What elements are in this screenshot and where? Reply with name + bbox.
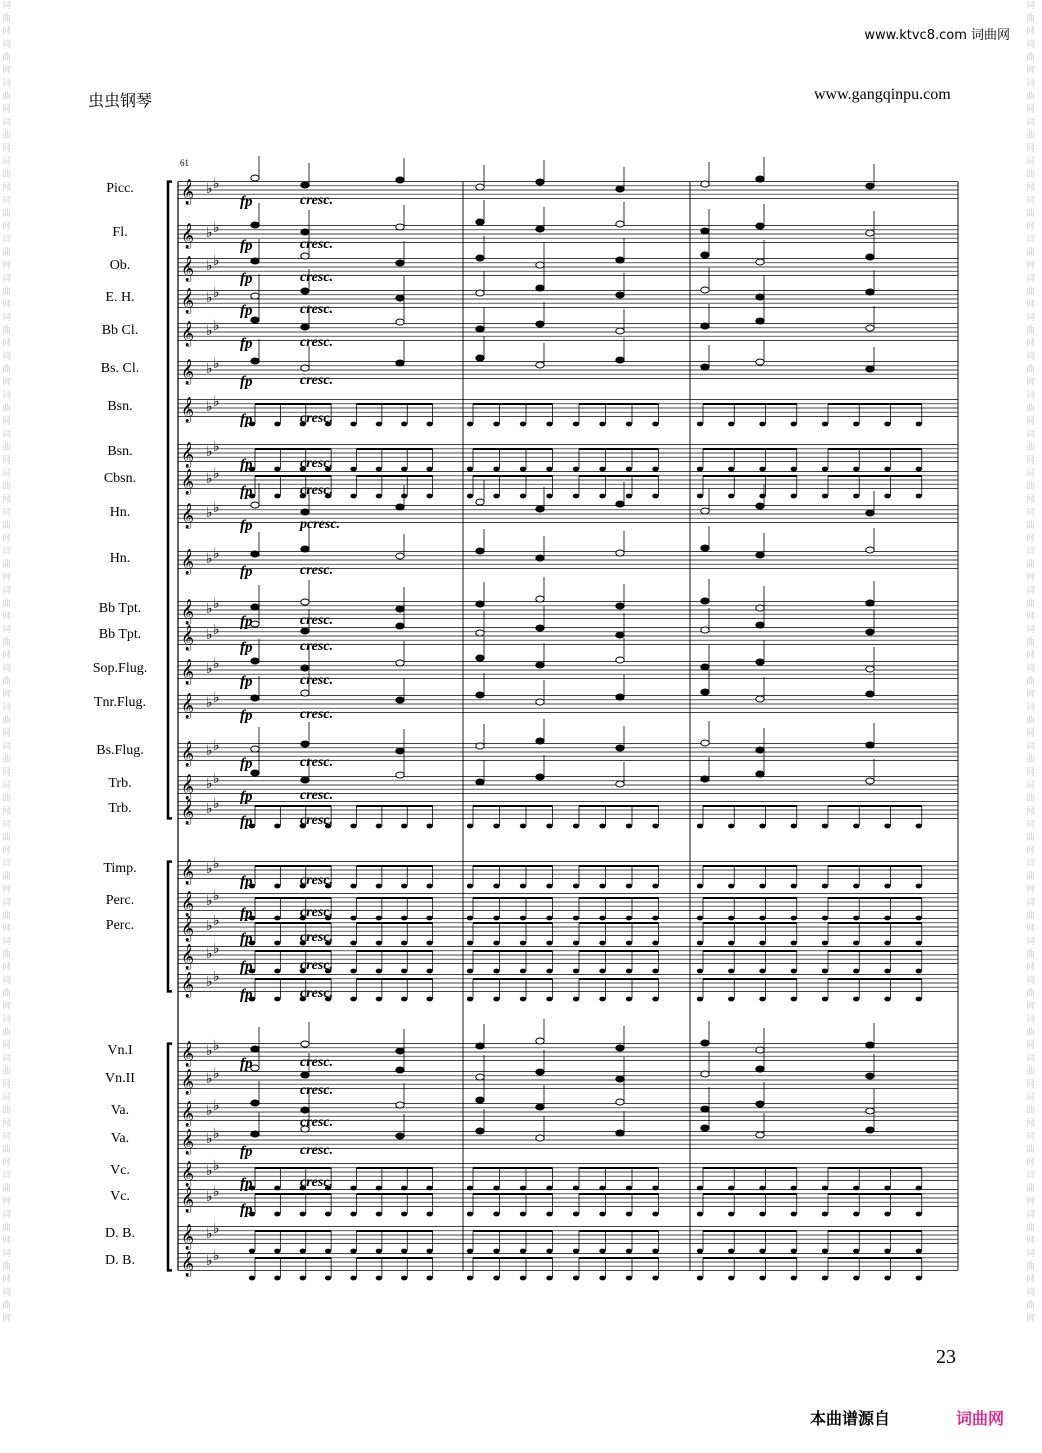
- dynamic-fp: fp: [240, 374, 253, 390]
- instrument-label: Vn.I: [107, 1043, 133, 1058]
- staff: [178, 220, 958, 248]
- dynamic-cresc: cresc.: [300, 788, 334, 803]
- dynamic-cresc: cresc.: [300, 613, 334, 628]
- flat-icon: ♭: [213, 796, 220, 812]
- flat-icon: ♭: [206, 946, 213, 962]
- flat-icon: ♭: [213, 656, 220, 672]
- instrument-label: Trb.: [108, 776, 132, 791]
- dynamic-fp: fp: [240, 336, 253, 352]
- flat-icon: ♭: [206, 551, 213, 567]
- dynamic-cresc: cresc.: [300, 1055, 334, 1070]
- instrument-label: Bb Tpt.: [98, 627, 142, 642]
- staff: [178, 913, 958, 941]
- dynamic-fp: fp: [240, 194, 253, 210]
- dynamic-cresc: cresc.: [300, 270, 334, 285]
- flat-icon: ♭: [213, 888, 220, 904]
- flat-icon: ♭: [213, 1038, 220, 1054]
- dynamic-fp: fp: [240, 484, 253, 500]
- staff: [178, 466, 958, 494]
- flat-icon: ♭: [206, 1226, 213, 1242]
- dynamic-fp: fp: [240, 987, 253, 1003]
- instrument-label: Bs. Cl.: [100, 361, 140, 376]
- staff: [178, 941, 958, 969]
- instrument-label: Perc.: [105, 893, 135, 908]
- clef-icon: 𝄞: [181, 223, 195, 249]
- dynamic-fp: fp: [240, 640, 253, 656]
- dynamic-cresc: cresc.: [300, 986, 334, 1001]
- flat-icon: ♭: [213, 253, 220, 269]
- measure-number: 61: [180, 158, 189, 168]
- instrument-label: Fl.: [112, 225, 128, 240]
- flat-icon: ♭: [206, 974, 213, 990]
- flat-icon: ♭: [206, 444, 213, 460]
- instrument-label: Vc.: [110, 1163, 130, 1178]
- dynamic-cresc: cresc.: [300, 958, 334, 973]
- staff: [178, 1248, 958, 1276]
- dynamic-cresc: cresc.: [300, 302, 334, 317]
- instrument-label: Va.: [110, 1103, 130, 1118]
- staff: [178, 596, 958, 624]
- clef-icon: 𝄞: [181, 891, 195, 917]
- flat-icon: ♭: [213, 941, 220, 957]
- staff: [178, 1158, 958, 1186]
- dynamic-cresc: cresc.: [300, 1143, 334, 1158]
- dynamic-fp: fp: [240, 674, 253, 690]
- dynamic-cresc: cresc.: [300, 707, 334, 722]
- instrument-label: Bs.Flug.: [96, 743, 144, 758]
- dynamic-fp: fp: [240, 457, 253, 473]
- flat-icon: ♭: [213, 500, 220, 516]
- source-url: www.gangqinpu.com: [814, 86, 951, 103]
- dynamic-fp: fp: [240, 756, 253, 772]
- flat-icon: ♭: [213, 1184, 220, 1200]
- clef-icon: 𝄞: [181, 288, 195, 314]
- dynamic-cresc: cresc.: [300, 673, 334, 688]
- staff-lines: [178, 176, 958, 1276]
- dynamic-cresc: cresc.: [300, 1175, 334, 1190]
- staff: [178, 690, 958, 718]
- clef-icon: 𝄞: [181, 916, 195, 942]
- staff: [178, 285, 958, 313]
- instrument-label: Hn.: [109, 551, 131, 566]
- flat-icon: ♭: [213, 596, 220, 612]
- dynamic-cresc: cresc.: [300, 237, 334, 252]
- staff: [178, 1098, 958, 1126]
- instrument-label: Cbsn.: [103, 471, 137, 486]
- clef-icon: 𝄞: [181, 1224, 195, 1250]
- flat-icon: ♭: [213, 856, 220, 872]
- flat-icon: ♭: [206, 1071, 213, 1087]
- clef-icon: 𝄞: [181, 599, 195, 625]
- staff: [178, 356, 958, 384]
- clef-icon: 𝄞: [181, 741, 195, 767]
- instrument-label: D. B.: [105, 1253, 135, 1268]
- clef-icon: 𝄞: [181, 693, 195, 719]
- instrument-label: Vc.: [110, 1189, 130, 1204]
- flat-icon: ♭: [213, 969, 220, 985]
- dynamic-fp: fp: [240, 814, 253, 830]
- flat-icon: ♭: [206, 225, 213, 241]
- dynamic-cresc: cresc.: [300, 873, 334, 888]
- dynamic-fp: fp: [240, 1056, 253, 1072]
- dynamic-fp: fp: [240, 564, 253, 580]
- dynamic-cresc: cresc.: [300, 456, 334, 471]
- flat-icon: ♭: [206, 1103, 213, 1119]
- clef-icon: 𝄞: [181, 1161, 195, 1187]
- flat-icon: ♭: [206, 1131, 213, 1147]
- dynamic-cresc: cresc.: [300, 563, 334, 578]
- flat-icon: ♭: [206, 743, 213, 759]
- flat-icon: ♭: [206, 471, 213, 487]
- dynamic-cresc: cresc.: [300, 411, 334, 426]
- flat-icon: ♭: [206, 1163, 213, 1179]
- clef-icon: 𝄞: [181, 659, 195, 685]
- clef-icon: 𝄞: [181, 1187, 195, 1213]
- instrument-label: Bsn.: [107, 399, 133, 414]
- dynamic-cresc: cresc.: [300, 1115, 334, 1130]
- clef-icon: 𝄞: [181, 1129, 195, 1155]
- flat-icon: ♭: [213, 356, 220, 372]
- source-label: 本曲谱源自: [810, 1409, 891, 1428]
- flat-icon: ♭: [206, 627, 213, 643]
- instrument-label: E. H.: [105, 290, 135, 305]
- clef-icon: 𝄞: [181, 1069, 195, 1095]
- flat-icon: ♭: [206, 505, 213, 521]
- staff: [178, 1038, 958, 1066]
- clef-icon: 𝄞: [181, 359, 195, 385]
- instrument-label: D. B.: [105, 1226, 135, 1241]
- clef-icon: 𝄞: [181, 1041, 195, 1067]
- flat-icon: ♭: [213, 285, 220, 301]
- dynamic-cresc: cresc.: [300, 639, 334, 654]
- dynamics-markings: [240, 193, 340, 1218]
- flat-icon: ♭: [213, 913, 220, 929]
- flat-icon: ♭: [213, 1126, 220, 1142]
- bracket: [168, 182, 172, 819]
- dynamic-fp: fp: [240, 1202, 253, 1218]
- flat-icon: ♭: [206, 661, 213, 677]
- flat-icon: ♭: [206, 801, 213, 817]
- clef-icon: 𝄞: [181, 179, 195, 205]
- dynamic-fp: fp: [240, 518, 253, 534]
- clef-icon: 𝄞: [181, 321, 195, 347]
- staff: [178, 738, 958, 766]
- page-number: 23: [936, 1346, 956, 1368]
- clef-icon: 𝄞: [181, 625, 195, 651]
- dynamic-cresc: cresc.: [300, 1083, 334, 1098]
- staff: [178, 546, 958, 574]
- dynamic-cresc: cresc.: [300, 373, 334, 388]
- flat-icon: ♭: [213, 176, 220, 192]
- flat-icon: ♭: [206, 893, 213, 909]
- dynamic-fp: fp: [240, 1144, 253, 1160]
- instrument-label: Perc.: [105, 918, 135, 933]
- dynamic-fp: fp: [240, 1176, 253, 1192]
- flat-icon: ♭: [206, 601, 213, 617]
- instrument-label: Va.: [110, 1131, 130, 1146]
- publisher-name: 虫虫钢琴: [88, 93, 153, 110]
- staff: [178, 1066, 958, 1094]
- staff: [178, 622, 958, 650]
- dynamic-cresc: cresc.: [300, 930, 334, 945]
- clef-icon: 𝄞: [181, 944, 195, 970]
- flat-icon: ♭: [213, 1221, 220, 1237]
- instrument-label: Bb Tpt.: [98, 601, 142, 616]
- instrument-label: Bb Cl.: [101, 323, 139, 338]
- flat-icon: ♭: [213, 466, 220, 482]
- instrument-label: Trb.: [108, 801, 132, 816]
- dynamic-cresc: cresc.: [300, 905, 334, 920]
- dynamic-fp: fp: [240, 303, 253, 319]
- clef-icon: 𝄞: [181, 256, 195, 282]
- site-header: www.ktvc8.com 词曲网: [864, 28, 1010, 43]
- instrument-label: Bsn.: [107, 444, 133, 459]
- flat-icon: ♭: [213, 771, 220, 787]
- staff: [178, 1184, 958, 1212]
- staff: [178, 1126, 958, 1154]
- staff: [178, 856, 958, 884]
- clef-icon: 𝄞: [181, 799, 195, 825]
- flat-icon: ♭: [206, 181, 213, 197]
- instrument-label: Ob.: [109, 258, 131, 273]
- dynamic-fp: fp: [240, 412, 253, 428]
- instrument-label: Hn.: [109, 505, 131, 520]
- flat-icon: ♭: [206, 399, 213, 415]
- staff: [178, 1221, 958, 1249]
- dynamic-fp: fp: [240, 708, 253, 724]
- staff: [178, 969, 958, 997]
- dynamic-cresc: cresc.: [300, 193, 334, 208]
- clef-icon: 𝄞: [181, 774, 195, 800]
- clef-icon: 𝄞: [181, 397, 195, 423]
- dynamic-cresc: cresc.: [300, 483, 334, 498]
- flat-icon: ♭: [206, 1043, 213, 1059]
- side-watermark-right: 词曲网词曲网词曲网词曲网词曲网词曲网词曲网词曲网词曲网词曲网词曲网词曲网词曲网词曲网词曲网词曲网词曲网词曲网词曲网词曲网词曲网词曲网词曲网词曲网词曲网词曲网词曲网词曲网词曲网词曲网词曲网词曲网词曲网词曲网: [1026, 1, 1036, 1324]
- dynamic-fp: fp: [240, 789, 253, 805]
- dynamic-cresc: cresc.: [300, 335, 334, 350]
- dynamic-cresc: pcresc.: [300, 517, 341, 532]
- clef-icon: 𝄞: [181, 1251, 195, 1277]
- dynamic-cresc: cresc.: [300, 813, 334, 828]
- flat-icon: ♭: [206, 861, 213, 877]
- source-site: 词曲网: [956, 1409, 1005, 1428]
- flat-icon: ♭: [213, 439, 220, 455]
- dynamic-fp: fp: [240, 906, 253, 922]
- flat-icon: ♭: [206, 361, 213, 377]
- dynamic-fp: fp: [240, 238, 253, 254]
- flat-icon: ♭: [206, 918, 213, 934]
- dynamic-fp: fp: [240, 874, 253, 890]
- flat-icon: ♭: [213, 1158, 220, 1174]
- flat-icon: ♭: [213, 546, 220, 562]
- flat-icon: ♭: [213, 622, 220, 638]
- flat-icon: ♭: [213, 1066, 220, 1082]
- staff: [178, 656, 958, 684]
- flat-icon: ♭: [213, 318, 220, 334]
- staff: [178, 253, 958, 281]
- clef-icon: 𝄞: [181, 442, 195, 468]
- clef-icon: 𝄞: [181, 859, 195, 885]
- dynamic-fp: fp: [240, 959, 253, 975]
- flat-icon: ♭: [206, 776, 213, 792]
- flat-icon: ♭: [213, 220, 220, 236]
- instrument-label: Picc.: [106, 181, 134, 196]
- flat-icon: ♭: [213, 1098, 220, 1114]
- instrument-label: Vn.II: [105, 1071, 135, 1086]
- staff: [178, 888, 958, 916]
- clef-icon: 𝄞: [181, 469, 195, 495]
- staff: [178, 318, 958, 346]
- staff: [178, 796, 958, 824]
- clef-icon: 𝄞: [181, 549, 195, 575]
- staff: [178, 439, 958, 467]
- flat-icon: ♭: [213, 690, 220, 706]
- staff: [178, 500, 958, 528]
- dynamic-fp: fp: [240, 614, 253, 630]
- flat-icon: ♭: [213, 394, 220, 410]
- dynamic-cresc: cresc.: [300, 755, 334, 770]
- instrument-label: Tnr.Flug.: [93, 695, 147, 710]
- instrument-label: Timp.: [103, 861, 137, 876]
- staff: [178, 394, 958, 422]
- instrument-label: Sop.Flug.: [92, 661, 148, 676]
- clef-icon: 𝄞: [181, 503, 195, 529]
- dynamic-fp: fp: [240, 931, 253, 947]
- flat-icon: ♭: [213, 1248, 220, 1264]
- clef-icon: 𝄞: [181, 1101, 195, 1127]
- flat-icon: ♭: [206, 323, 213, 339]
- side-watermark-left: 词曲网词曲网词曲网词曲网词曲网词曲网词曲网词曲网词曲网词曲网词曲网词曲网词曲网词曲网词曲网词曲网词曲网词曲网词曲网词曲网词曲网词曲网词曲网词曲网词曲网词曲网词曲网词曲网词曲网词曲网词曲网词曲网词曲网词曲网: [2, 1, 12, 1324]
- flat-icon: ♭: [206, 1189, 213, 1205]
- flat-icon: ♭: [206, 695, 213, 711]
- dynamic-fp: fp: [240, 271, 253, 287]
- flat-icon: ♭: [213, 738, 220, 754]
- flat-icon: ♭: [206, 1253, 213, 1269]
- clef-icon: 𝄞: [181, 972, 195, 998]
- flat-icon: ♭: [206, 290, 213, 306]
- flat-icon: ♭: [206, 258, 213, 274]
- staff: [178, 771, 958, 799]
- staff: [178, 176, 958, 204]
